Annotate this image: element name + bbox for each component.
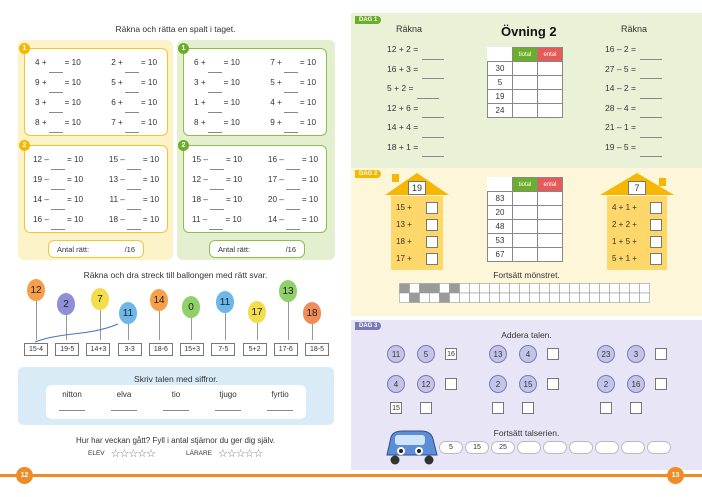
pv-header: tiotal ental (488, 48, 563, 62)
equation: 2 + = 10 (111, 53, 157, 73)
equation: 7 + = 10 (111, 113, 157, 133)
expression-box[interactable]: 19-5 (55, 343, 79, 356)
cloud[interactable]: 5 (439, 441, 463, 454)
equation: 14 – = 10 (268, 210, 318, 230)
expression-box[interactable]: 15+3 (180, 343, 204, 356)
pv-row: 24 (488, 104, 563, 118)
equation: 20 – = 10 (268, 190, 318, 210)
expression-box[interactable]: 17-6 (274, 343, 298, 356)
right-page (351, 0, 702, 497)
sum-row: 21 – 1 = (605, 118, 662, 138)
equation: 11 – = 10 (110, 190, 160, 210)
house-row: 18 + (396, 233, 438, 250)
footer-bar (0, 474, 351, 477)
equation: 15 – = 10 (109, 150, 159, 170)
equation: 9 + = 10 (270, 113, 316, 133)
number-circle: 4 (387, 375, 405, 393)
sum-box[interactable]: 16 (445, 348, 457, 360)
expression-box[interactable]: 15-4 (24, 343, 48, 356)
elev-stars: ELEV ☆☆☆☆☆ (88, 448, 155, 460)
equation: 16 – = 10 (268, 150, 318, 170)
score-box-yellow: Antal rätt: /16 (48, 240, 144, 258)
word-item: fyrtio (267, 390, 293, 419)
balloon[interactable]: 13 (279, 280, 297, 302)
sum-box[interactable] (547, 348, 559, 360)
words-title: Skriv talen med siffror. (134, 374, 218, 384)
words-panel (18, 367, 334, 425)
number-circle: 15 (519, 375, 537, 393)
cloud[interactable]: 15 (465, 441, 489, 454)
rakna-right: Räkna (621, 24, 648, 34)
page-number-right: 13 (667, 467, 684, 484)
balloon-string (257, 323, 258, 340)
pv-row: 19 (488, 90, 563, 104)
series-title: Fortsätt talserien. (493, 428, 560, 438)
pv-row: 67 (488, 248, 563, 262)
car-illustration (381, 427, 441, 465)
house-row: 5 + 1 + (612, 250, 662, 267)
sum-box[interactable] (445, 378, 457, 390)
score-box-green: Antal rätt: /16 (209, 240, 305, 258)
number-circle: 4 (519, 345, 537, 363)
equation: 12 – = 10 (192, 170, 242, 190)
balloon[interactable]: 11 (216, 291, 234, 313)
equation: 6 + = 10 (111, 93, 157, 113)
words-box (46, 385, 306, 419)
answer-line[interactable] (215, 399, 241, 411)
equation: 9 + = 10 (35, 73, 81, 93)
star-rating-larare[interactable]: ☆☆☆☆☆ (218, 448, 263, 460)
house-row: 1 + 5 + (612, 233, 662, 250)
expression-box[interactable]: 5+2 (243, 343, 267, 356)
sum-row: 12 + 2 = (387, 40, 444, 60)
drawn-line (20, 318, 140, 344)
page-heading: Övning 2 (501, 24, 557, 39)
balloon[interactable]: 0 (182, 296, 200, 318)
sum-row: 14 + 4 = (387, 118, 444, 138)
answer-line[interactable] (59, 399, 85, 411)
equation: 8 + = 10 (194, 113, 240, 133)
cloud[interactable] (569, 441, 593, 454)
equation: 18 – = 10 (192, 190, 242, 210)
number-circle: 11 (387, 345, 405, 363)
number-circle: 13 (489, 345, 507, 363)
dag1-tag: DAG 1 (355, 16, 381, 24)
pv-row: 48 (488, 220, 563, 234)
house-row: 4 + 1 + (612, 199, 662, 216)
dag3-tag: DAG 3 (355, 322, 381, 330)
number-circle: 23 (597, 345, 615, 363)
house-row: 15 + (396, 199, 438, 216)
pv-header: tiotal ental (488, 178, 563, 192)
star-rating-elev[interactable]: ☆☆☆☆☆ (110, 448, 155, 460)
badge-1: 1 (178, 43, 189, 54)
sum-row: 12 + 6 = (387, 99, 444, 119)
badge-2: 2 (178, 140, 189, 151)
pv-row: 20 (488, 206, 563, 220)
balloon[interactable]: 11 (119, 302, 137, 324)
house-row: 13 + (396, 216, 438, 233)
sum-box[interactable] (655, 378, 667, 390)
page-number-left: 12 (16, 467, 33, 484)
expression-box[interactable]: 18-5 (305, 343, 329, 356)
equation: 13 – = 10 (109, 170, 159, 190)
number-circle: 5 (417, 345, 435, 363)
word-item: tjugo (215, 390, 241, 419)
sum-row: 27 – 5 = (605, 60, 662, 80)
equation: 3 + = 10 (194, 73, 240, 93)
expression-box[interactable]: 14+3 (86, 343, 110, 356)
house-row: 17 + (396, 250, 438, 267)
balloon-string (191, 318, 192, 340)
column-sum-box[interactable]: 15 (390, 402, 402, 414)
equation: 7 + = 10 (270, 53, 316, 73)
equation: 4 + = 10 (35, 53, 81, 73)
equation: 8 + = 10 (35, 113, 81, 133)
badge-1: 1 (19, 43, 30, 54)
footer-bar (351, 474, 702, 477)
pv-row: 5 (488, 76, 563, 90)
equation: 14 – = 10 (33, 190, 83, 210)
number-circle: 16 (627, 375, 645, 393)
balloon[interactable]: 14 (150, 289, 168, 311)
balloon-string (312, 324, 313, 340)
balloon-string (288, 302, 289, 340)
balloon[interactable]: 7 (91, 288, 109, 310)
sum-row: 28 – 4 = (605, 99, 662, 119)
cloud[interactable] (517, 441, 541, 454)
feedback-title: Hur har veckan gått? Fyll i antal stjärnor du ger dig själv. (75, 436, 276, 445)
pv-row: 83 (488, 192, 563, 206)
house-top-number: 19 (408, 181, 426, 195)
answer-line[interactable] (163, 399, 189, 411)
sum-row: 16 + 3 = (387, 60, 444, 80)
word-item: nitton (59, 390, 85, 419)
word-item: tio (163, 390, 189, 419)
addition-groups (351, 0, 702, 420)
balloon-string (225, 313, 226, 340)
balloons-area (0, 0, 351, 340)
badge-2: 2 (19, 140, 30, 151)
equation: 18 – = 10 (109, 210, 159, 230)
addition-group (387, 345, 467, 419)
dag2-tag: DAG 2 (355, 170, 381, 178)
expression-box[interactable]: 3-3 (118, 343, 142, 356)
left-title: Räkna och rätta en spalt i taget. (115, 24, 236, 34)
balloon[interactable]: 2 (57, 293, 75, 315)
rakna-left: Räkna (396, 24, 423, 34)
sum-box[interactable] (655, 348, 667, 360)
equation: 6 + = 10 (194, 53, 240, 73)
house-row: 2 + 2 + (612, 216, 662, 233)
sum-row: 5 + 2 = (387, 79, 444, 99)
cloud[interactable] (647, 441, 671, 454)
number-circle: 12 (417, 375, 435, 393)
answer-line[interactable] (267, 399, 293, 411)
word-item: elva (111, 390, 137, 419)
equation: 4 + = 10 (270, 93, 316, 113)
column-sum-box[interactable] (522, 402, 534, 414)
sum-row: 18 + 1 = (387, 138, 444, 158)
column-sum-box[interactable] (420, 402, 432, 414)
column-sum-box[interactable] (600, 402, 612, 414)
larare-stars: LÄRARE ☆☆☆☆☆ (186, 448, 263, 460)
equation: 5 + = 10 (270, 73, 316, 93)
answer-line[interactable] (111, 399, 137, 411)
cloud[interactable] (621, 441, 645, 454)
sum-box[interactable] (547, 378, 559, 390)
equation: 15 – = 10 (192, 150, 242, 170)
expression-box[interactable]: 7-5 (211, 343, 235, 356)
expression-box[interactable]: 18-6 (149, 343, 173, 356)
number-circle: 3 (627, 345, 645, 363)
number-circle: 2 (489, 375, 507, 393)
cloud-series (439, 441, 671, 454)
addition-group (597, 345, 677, 419)
balloon-string (159, 311, 160, 340)
equation: 1 + = 10 (194, 93, 240, 113)
balloon[interactable]: 18 (303, 302, 321, 324)
cloud[interactable]: 25 (491, 441, 515, 454)
pv-row: 30 (488, 62, 563, 76)
equation: 5 + = 10 (111, 73, 157, 93)
pv-row: 53 (488, 234, 563, 248)
number-circle: 2 (597, 375, 615, 393)
pattern-title: Fortsätt mönstret. (493, 270, 560, 280)
expression-row (24, 343, 329, 359)
addera-title: Addera talen. (501, 330, 552, 340)
sum-row: 14 – 2 = (605, 79, 662, 99)
column-sum-box[interactable] (492, 402, 504, 414)
equation: 17 – = 10 (268, 170, 318, 190)
addition-group (489, 345, 569, 419)
cloud[interactable] (595, 441, 619, 454)
cloud[interactable] (543, 441, 567, 454)
equation: 16 – = 10 (33, 210, 83, 230)
balloon[interactable]: 17 (248, 301, 266, 323)
equation: 11 – = 10 (192, 210, 242, 230)
equation: 12 – = 10 (33, 150, 83, 170)
equation: 3 + = 10 (35, 93, 81, 113)
sum-row: 19 – 5 = (605, 138, 662, 158)
equation: 19 – = 10 (33, 170, 83, 190)
sum-row: 16 – 2 = (605, 40, 662, 60)
column-sum-box[interactable] (630, 402, 642, 414)
house-top-number: 7 (628, 181, 646, 195)
balloons-title: Räkna och dra streck till ballongen med rätt svar. (83, 270, 268, 280)
balloon[interactable]: 12 (27, 279, 45, 301)
